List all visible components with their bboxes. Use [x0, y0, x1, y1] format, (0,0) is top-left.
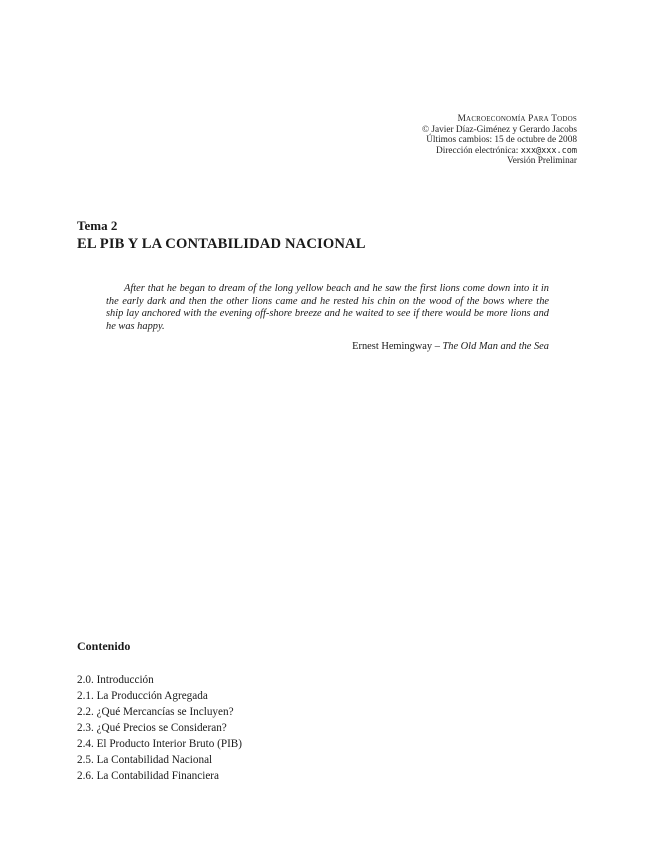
toc-item[interactable]: 2.3. ¿Qué Precios se Consideran?: [77, 722, 227, 734]
toc-item[interactable]: 2.1. La Producción Agregada: [77, 690, 208, 702]
toc-item[interactable]: 2.6. La Contabilidad Financiera: [77, 770, 219, 782]
toc-item[interactable]: 2.4. El Producto Interior Bruto (PIB): [77, 738, 242, 750]
contents-heading: Contenido: [77, 639, 131, 653]
epigraph-work: The Old Man and the Sea: [442, 341, 549, 352]
book-title: Macroeconomía Para Todos: [457, 114, 577, 124]
email-address[interactable]: xxx@xxx.com: [520, 145, 577, 156]
toc-item[interactable]: 2.5. La Contabilidad Nacional: [77, 754, 213, 766]
chapter-label: Tema 2: [77, 218, 118, 233]
copyright-authors: © Javier Díaz-Giménez y Gerardo Jacobs: [422, 124, 577, 135]
toc-item[interactable]: 2.0. Introducción: [77, 674, 154, 686]
version-note: Versión Preliminar: [507, 156, 577, 167]
chapter-title: EL PIB Y LA CONTABILIDAD NACIONAL: [77, 236, 366, 252]
email-line: [177, 146, 577, 157]
toc-item[interactable]: 2.2. ¿Qué Mercancías se Incluyen?: [77, 706, 234, 718]
table-of-contents: [77, 672, 242, 784]
epigraph-attribution: [352, 341, 549, 352]
last-changes: Últimos cambios: 15 de octubre de 2008: [426, 135, 577, 146]
page-header: [177, 114, 577, 167]
email-label: Dirección electrónica:: [436, 145, 521, 156]
epigraph-quote: After that he began to dream of the long yellow beach and he saw the first lions come down into it in the early dark and then the other lions came and he rested his chin on the wood of the bows where the ship lay anchored with the evening off-shore breeze and he waited to see if there would be more lions and he was happy.: [106, 283, 549, 332]
epigraph-author: Ernest Hemingway –: [352, 341, 443, 352]
